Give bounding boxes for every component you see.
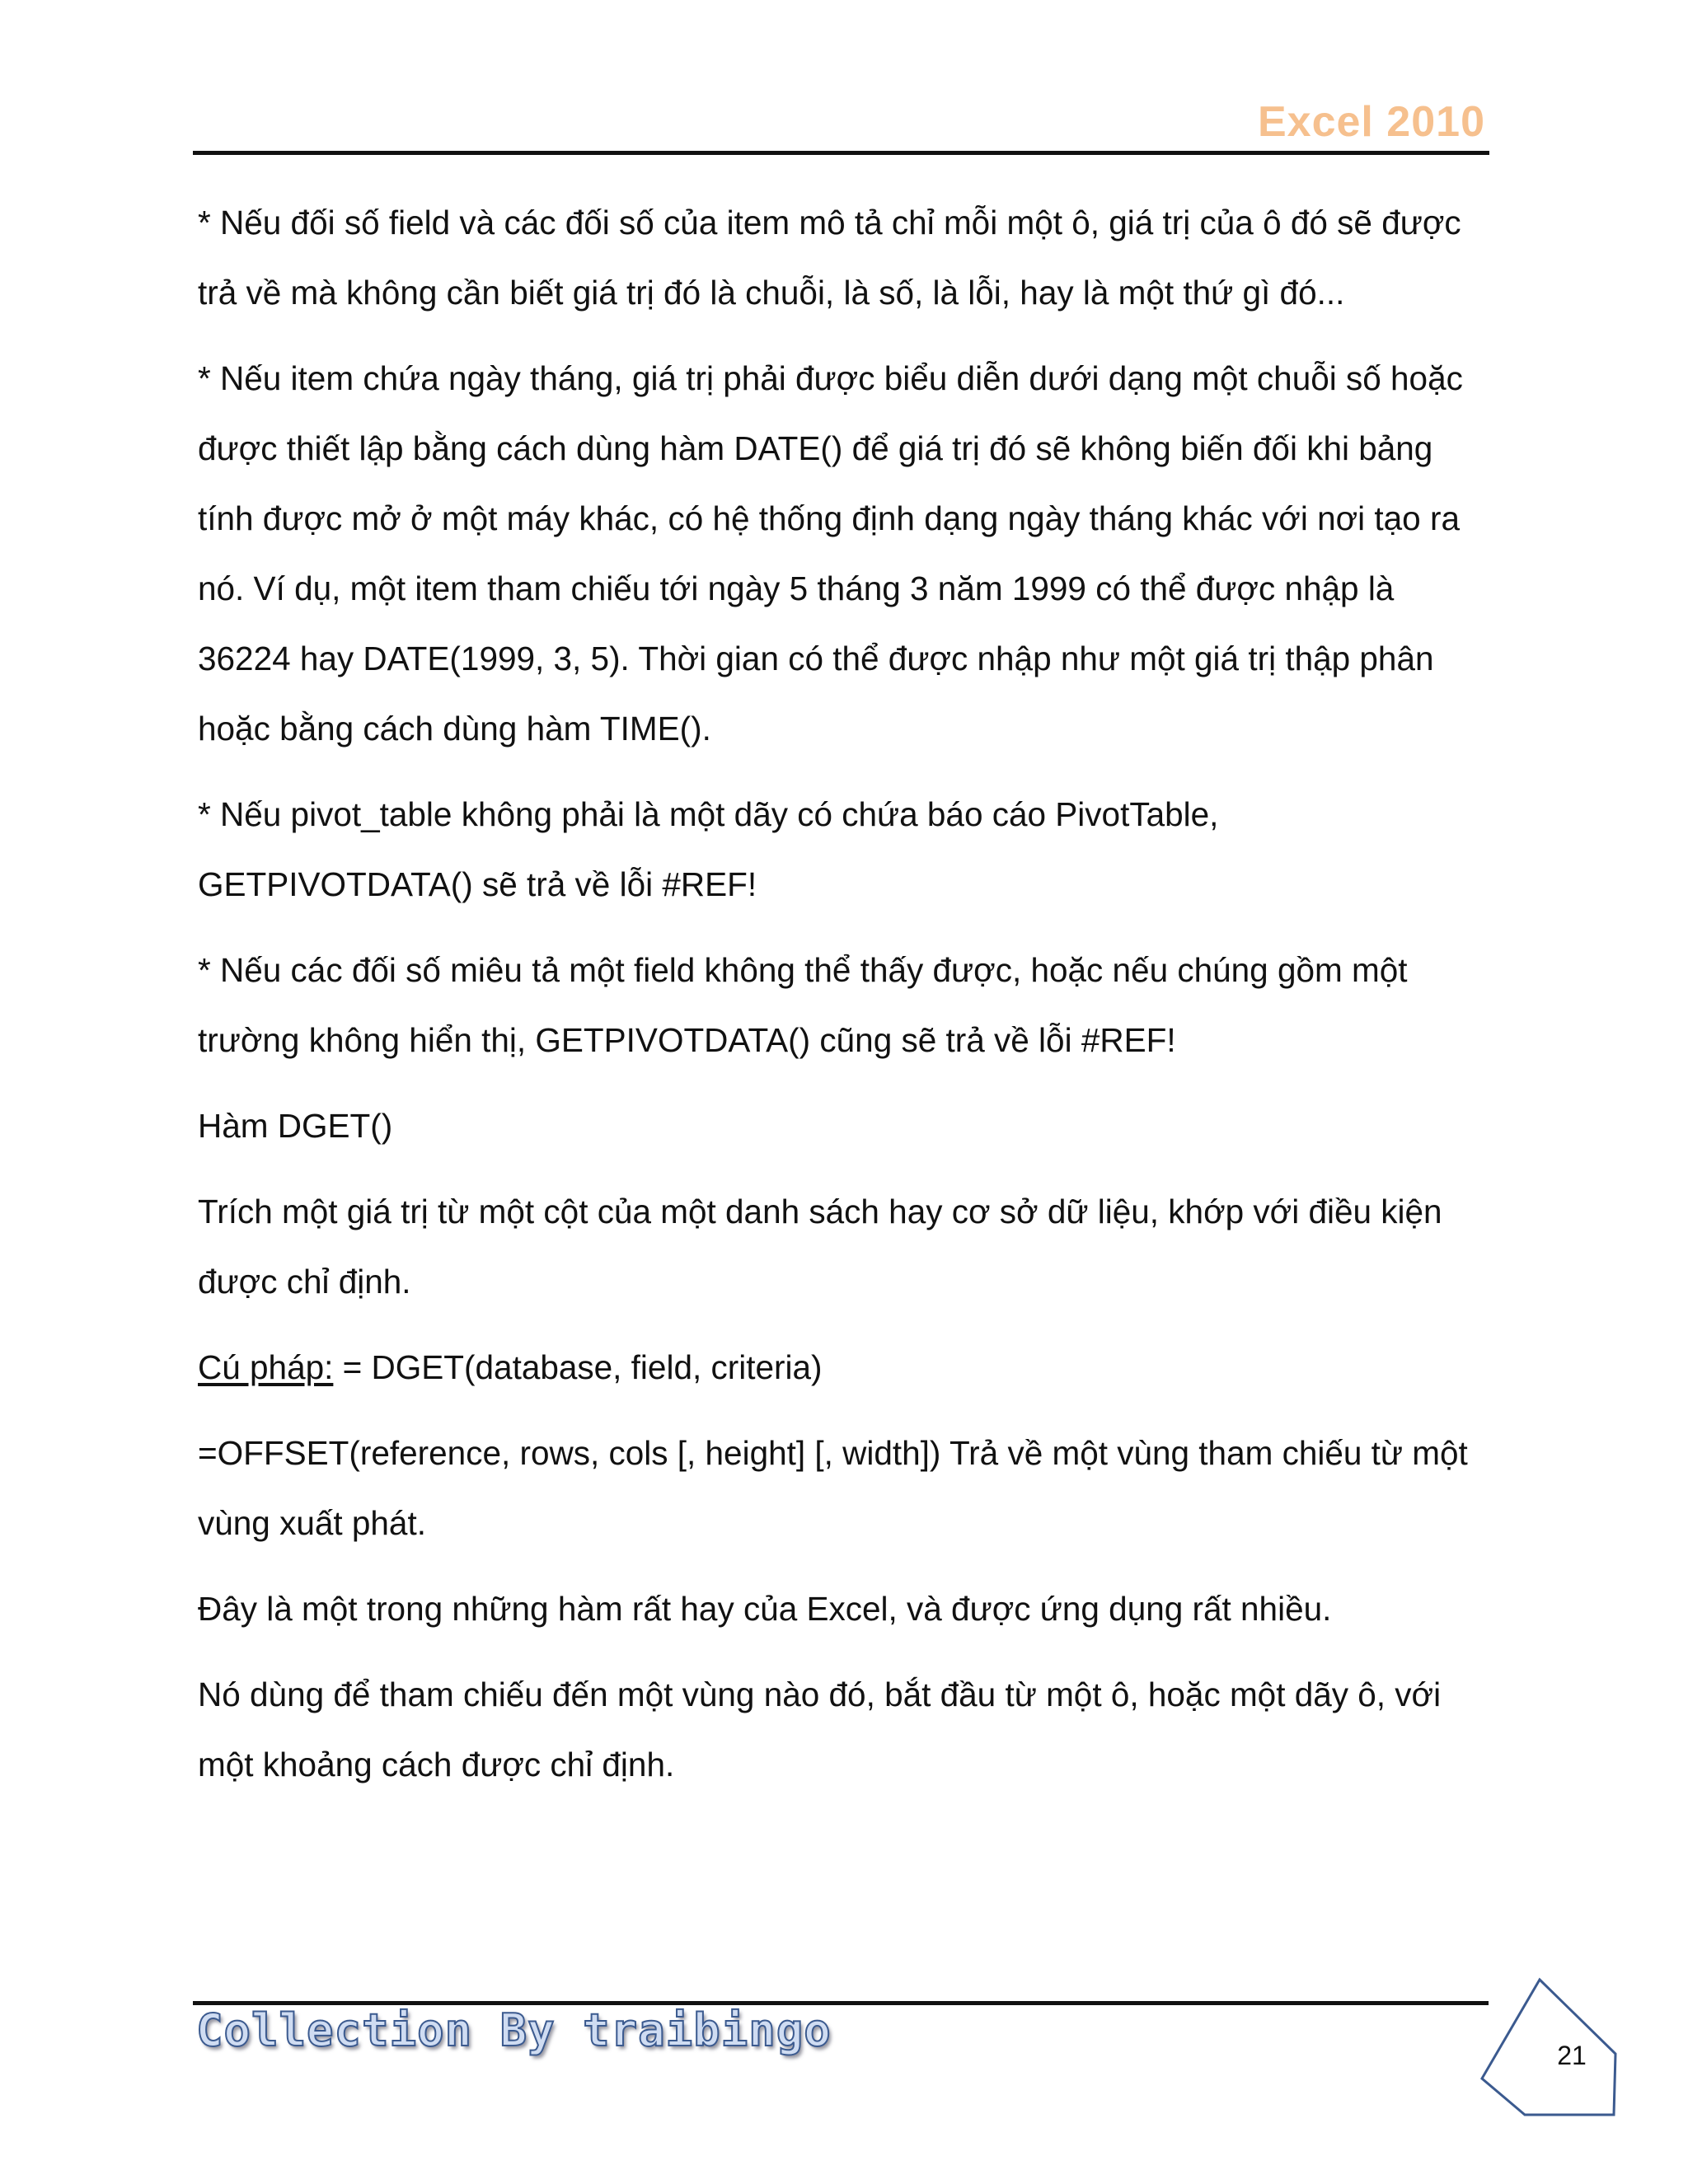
syntax-formula: = DGET(database, field, criteria) [333,1348,823,1386]
paragraph-offset-usefulness: Đây là một trong những hàm rất hay của Excel, và được ứng dụng rất nhiều. [198,1590,1332,1628]
paragraph-field-item: * Nếu đối số field và các đối số của item mô tả chỉ mỗi một ô, giá trị của ô đó sẽ được trả về mà không cần biết giá trị đó là chuỗi, là số, là lỗi, hay là một thứ gì đó... [198,204,1461,312]
header-divider [193,151,1489,155]
paragraph-dget-description: Trích một giá trị từ một cột của một danh sách hay cơ sở dữ liệu, khớp với điều kiện được chỉ định. [198,1193,1442,1301]
paragraph-hidden-field-error: * Nếu các đối số miêu tả một field không thể thấy được, hoặc nếu chúng gồm một trường không hiển thị, GETPIVOTDATA() cũng sẽ trả về lỗi #REF! [198,951,1408,1059]
page-number: 21 [1557,2041,1587,2070]
page-body [198,188,1489,1816]
paragraph-pivot-table-error: * Nếu pivot_table không phải là một dãy có chứa báo cáo PivotTable, GETPIVOTDATA() sẽ trả về lỗi #REF! [198,795,1219,903]
section-heading-dget: Hàm DGET() [198,1107,393,1145]
paragraph-date-item: * Nếu item chứa ngày tháng, giá trị phải được biểu diễn dưới dạng một chuỗi số hoặc được thiết lập bằng cách dùng hàm DATE() để giá trị đó sẽ không biến đối khi bảng tính được mở ở một máy khác, có hệ thống định dạng ngày tháng khác với nơi tạo ra nó. Ví dụ, một item tham chiếu tới ngày 5 tháng 3 năm 1999 có thể được nhập là 36224 hay DATE(1999, 3, 5). Thời gian có thể được nhập như một giá trị thập phân hoặc bằng cách dùng hàm TIME(). [198,359,1463,748]
footer-brand: Collection By traibingo [196,2004,832,2056]
paragraph-dget-syntax [198,1333,1489,1403]
paragraph-offset-syntax: =OFFSET(reference, rows, cols [, height] [, width]) Trả về một vùng tham chiếu từ một vùng xuất phát. [198,1434,1468,1542]
header-title: Excel 2010 [1257,98,1485,146]
syntax-label: Cú pháp: [198,1348,334,1386]
paragraph-offset-purpose: Nó dùng để tham chiếu đến một vùng nào đó, bắt đầu từ một ô, hoặc một dãy ô, với một khoảng cách được chỉ định. [198,1675,1442,1783]
